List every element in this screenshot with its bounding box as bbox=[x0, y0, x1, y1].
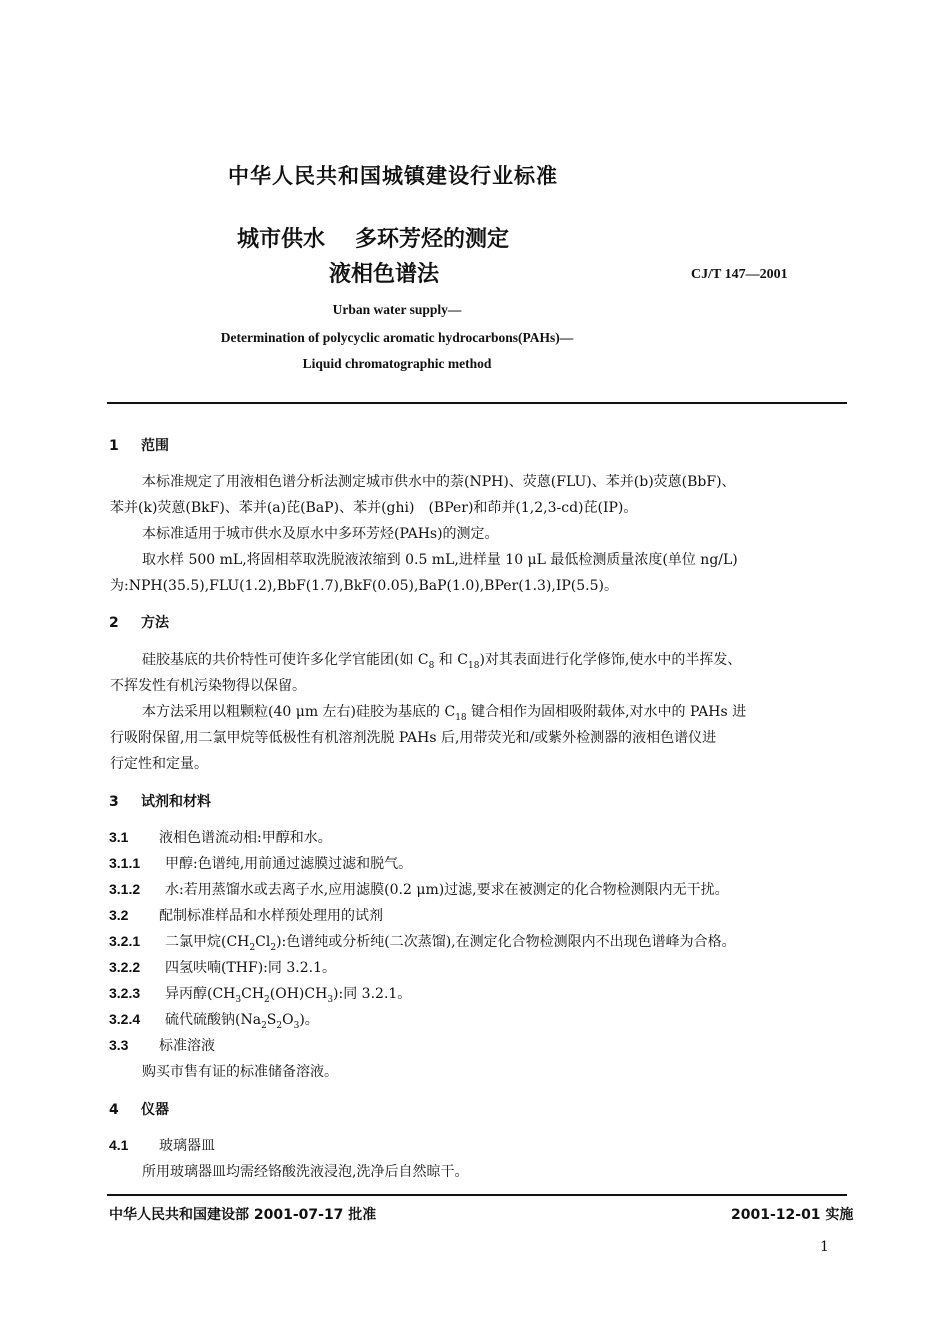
clause-3-1: 3.1 液相色谱流动相:甲醇和水。 bbox=[109, 829, 332, 846]
clause-3-3-text: 购买市售有证的标准储备溶液。 bbox=[142, 1064, 338, 1080]
section-1-para-2: 本标准适用于城市供水及原水中多环芳烃(PAHs)的测定。 bbox=[142, 526, 499, 542]
implementation-date: 2001-12-01 实施 bbox=[731, 1207, 854, 1223]
section-1-para-3: 取水样 500 mL,将固相萃取洗脱液浓缩到 0.5 mL,进样量 10 μL 最低检测质量浓度(单位 ng/L) bbox=[142, 552, 738, 568]
clause-3-2-3: 3.2.3 异丙醇$(CH_3CH_2(OH)CH_3)$:同 3.2.1。 bbox=[109, 985, 412, 1005]
clause-4-1: 4.1 玻璃器皿 bbox=[109, 1137, 215, 1154]
section-2-para-1-cont: 不挥发性有机污染物得以保留。 bbox=[110, 678, 306, 694]
approval-date: 中华人民共和国建设部 2001-07-17 批准 bbox=[109, 1207, 377, 1223]
section-2-para-2: 本方法采用以粗颗粒(40 μm 左右)硅胶为基底的 $C_{18}$ 键合相作为固相吸附载体,对水中的 PAHs 进 bbox=[142, 704, 747, 723]
issuing-body: 中华人民共和国城镇建设行业标准 bbox=[228, 164, 558, 188]
section-1-heading: 1 范围 bbox=[109, 438, 169, 454]
english-title-line-2: Determination of polycyclic aromatic hydrocarbons(PAHs)— bbox=[220, 330, 574, 345]
title-part-1: 城市供水 bbox=[237, 227, 326, 252]
section-4-heading: 4 仪器 bbox=[109, 1102, 169, 1118]
page-number: 1 bbox=[820, 1239, 829, 1255]
clause-3-2-4: 3.2.4 硫代硫酸钠$(Na_2S_2O_3)$。 bbox=[109, 1011, 319, 1031]
clause-3-1-1: 3.1.1 甲醇:色谱纯,用前通过滤膜过滤和脱气。 bbox=[109, 855, 413, 872]
section-2-para-2-cont-2: 行定性和定量。 bbox=[110, 756, 208, 772]
header-divider bbox=[107, 402, 847, 404]
section-1-para-3-cont: 为:NPH(35.5),FLU(1.2),BbF(1.7),BkF(0.05),BaP(1.0),BPer(1.3),IP(5.5)。 bbox=[110, 578, 618, 594]
section-1-para-1: 本标准规定了用液相色谱分析法测定城市供水中的萘(NPH)、荧蒽(FLU)、苯并(b)荧蒽(BbF)、 bbox=[142, 474, 736, 490]
standard-number: CJ/T 147—2001 bbox=[691, 267, 788, 282]
document-subtitle: 液相色谱法 bbox=[329, 262, 440, 287]
clause-3-2-2: 3.2.2 四氢呋喃(THF):同 3.2.1。 bbox=[109, 959, 336, 976]
english-title-line-1: Urban water supply— bbox=[332, 302, 462, 317]
title-part-2: 多环芳烃的测定 bbox=[355, 227, 510, 252]
section-1-para-1-cont: 苯并(k)荧蒽(BkF)、苯并(a)芘(BaP)、苯并(ghi) (BPer)和茚并(1,2,3-cd)芘(IP)。 bbox=[110, 500, 638, 516]
section-2-para-2-cont: 行吸附保留,用二氯甲烷等低极性有机溶剂洗脱 PAHs 后,用带荧光和/或紫外检测器的液相色谱仪进 bbox=[110, 730, 717, 746]
clause-3-2-1: 3.2.1 二氯甲烷$(CH_2Cl_2)$:色谱纯或分析纯(二次蒸馏),在测定化合物检测限内不出现色谱峰为合格。 bbox=[109, 933, 736, 953]
clause-4-1-text: 所用玻璃器皿均需经铬酸洗液浸泡,洗净后自然晾干。 bbox=[142, 1164, 469, 1180]
clause-3-2: 3.2 配制标准样品和水样预处理用的试剂 bbox=[109, 907, 383, 924]
section-3-heading: 3 试剂和材料 bbox=[109, 794, 211, 810]
section-2-para-1: 硅胶基底的共价特性可使许多化学官能团(如 $C_8$ 和 $C_{18}$)对其表面进行化学修饰,使水中的半挥发、 bbox=[142, 652, 742, 671]
footer-divider bbox=[107, 1194, 847, 1196]
clause-3-3: 3.3 标准溶液 bbox=[109, 1037, 215, 1054]
clause-3-1-2: 3.1.2 水:若用蒸馏水或去离子水,应用滤膜(0.2 μm)过滤,要求在被测定的化合物检测限内无干扰。 bbox=[109, 881, 729, 898]
section-2-heading: 2 方法 bbox=[109, 615, 169, 631]
document-title bbox=[237, 222, 509, 253]
english-title-line-3: Liquid chromatographic method bbox=[302, 356, 492, 371]
